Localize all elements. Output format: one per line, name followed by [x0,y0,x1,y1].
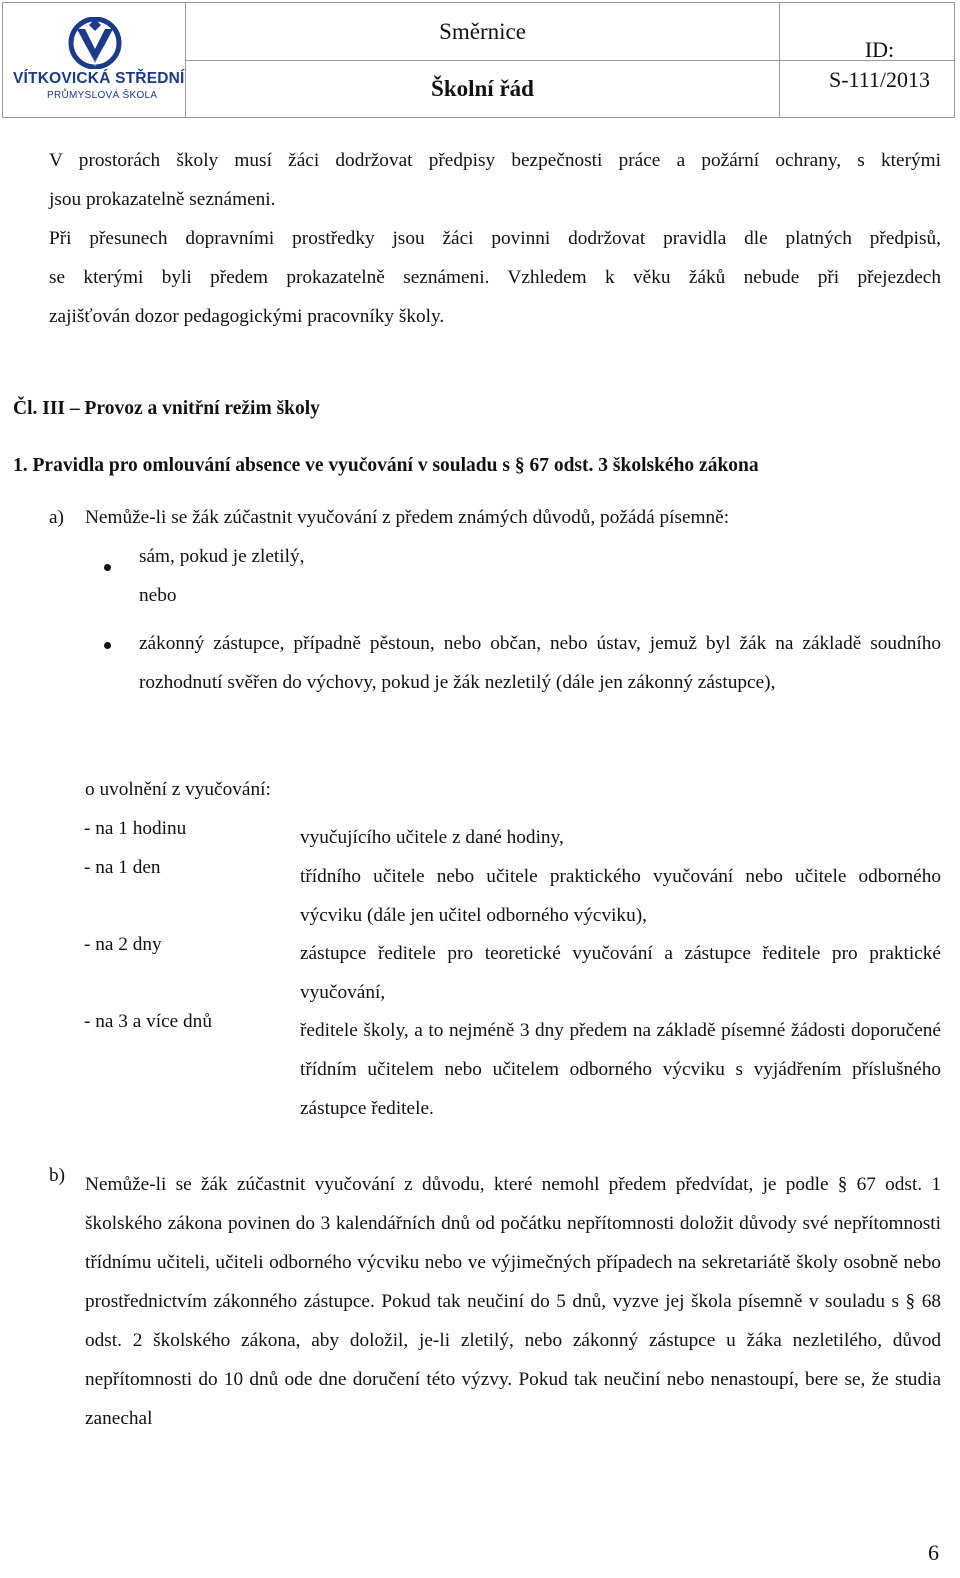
bullet-item: sám, pokud je zletilý, [139,546,305,567]
doc-id-value: S-111/2013 [828,67,930,92]
intro-paragraph [49,141,941,336]
intro-line: jsou prokazatelně seznámeni. [49,189,276,210]
logo-school-subname: PRŮMYSLOVÁ ŠKOLA [47,90,158,101]
doc-type: Směrnice [186,3,779,61]
rule-approver: třídního učitele nebo učitele praktického vyučování nebo učitele odborného výcviku (dále jen učitel odborného výcviku), [300,866,941,926]
section-subheading: 1. Pravidla pro omlouvání absence ve vyučování v souladu s § 67 odst. 3 školského zákona [13,455,759,476]
doc-id [829,35,930,95]
document-header [2,2,955,118]
rule-duration: - na 1 hodinu [84,818,187,839]
bullet-icon [104,564,111,571]
item-a-label: a) [49,507,64,528]
logo-cell [3,3,186,117]
rule-approver: vyučujícího učitele z dané hodiny, [300,827,564,848]
logo-school-name: VÍTKOVICKÁ STŘEDNÍ [13,70,185,87]
release-intro: o uvolnění z vyučování: [85,779,271,800]
rule-duration: - na 3 a více dnů [84,1011,212,1032]
bullet-or: nebo [139,585,177,606]
doc-id-label: ID: [864,37,895,62]
doc-title: Školní řád [431,76,534,101]
rule-approver: zástupce ředitele pro teoretické vyučování a zástupce ředitele pro praktické vyučování, [300,943,941,1003]
bullet-icon [104,642,111,649]
intro-line: V prostorách školy musí žáci dodržovat předpisy bezpečnosti práce a požární ochrany, s kterými [49,150,941,171]
item-b-label: b) [49,1165,66,1186]
rule-duration: - na 1 den [84,857,161,878]
school-emblem-icon [63,17,127,69]
section-heading: Čl. III – Provoz a vnitřní režim školy [13,398,320,419]
rule-duration: - na 2 dny [84,934,162,955]
intro-line: se kterými byli předem prokazatelně seznámeni. Vzhledem k věku žáků nebude při přejezdech [49,267,941,288]
id-cell [780,3,954,117]
title-cell [186,3,780,117]
page-number: 6 [928,1540,939,1565]
intro-line: zajišťován dozor pedagogickými pracovníky školy. [49,306,445,327]
bullet-item: zákonný zástupce, případně pěstoun, nebo občan, nebo ústav, jemuž byl žák na základě soudního rozhodnutí svěřen do výchovy, pokud je žák nezletilý (dále jen zákonný zástupce), [139,633,941,693]
intro-line: Při přesunech dopravními prostředky jsou žáci povinni dodržovat pravidla dle platných předpisů, [49,228,941,249]
item-b-text: Nemůže-li se žák zúčastnit vyučování z důvodu, které nemohl předem předvídat, je podle § 67 odst. 1 školského zákona povinen do 3 kalendářních dnů od počátku nepřítomnosti doložit důvody své nepřítomnosti třídnímu učiteli, učiteli odborného výcviku nebo ve výjimečných případech na sekretariátě školy osobně nebo prostřednictvím zákonného zástupce. Pokud tak neučiní do 5 dnů, vyzve jej škola písemně v souladu s § 68 odst. 2 školského zákona, aby doložil, je-li zletilý, nebo zákonný zástupce u žáka nezletilého, důvod nepřítomnosti do 10 dnů ode dne doručení této výzvy. Pokud tak neučiní nebo nenastoupí, bere se, že studia zanechal [85,1174,941,1429]
item-a-text: Nemůže-li se žák zúčastnit vyučování z předem známých důvodů, požádá písemně: [85,507,730,528]
rule-approver: ředitele školy, a to nejméně 3 dny předem na základě písemné žádosti doporučené třídním učitelem nebo učitelem odborného výcviku s vyjádřením příslušného zástupce ředitele. [300,1020,941,1119]
